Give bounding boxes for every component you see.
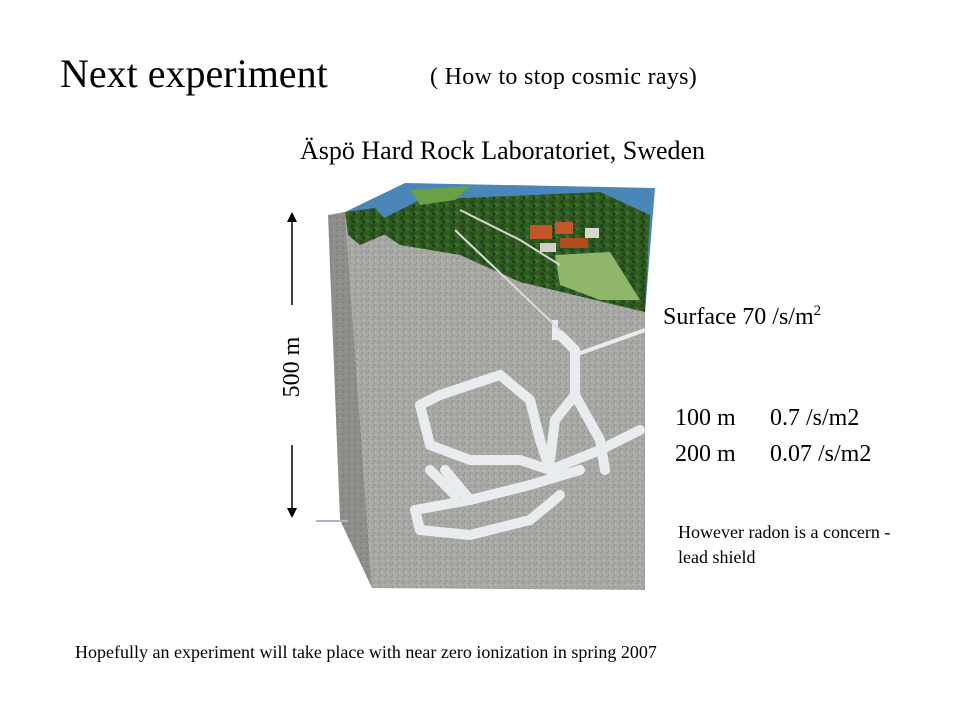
rate-row — [675, 439, 871, 469]
rate-row-value: 0.07 /s/m2 — [770, 441, 872, 467]
radon-note: However radon is a concern - lead shield — [678, 522, 891, 567]
slide-title: Next experiment — [60, 51, 328, 96]
depth-arrow-up-head — [287, 212, 297, 222]
rate-row-value: 0.7 /s/m2 — [770, 405, 860, 431]
footer-note: Hopefully an experiment will take place with near zero ionization in spring 2007 — [75, 642, 657, 662]
depth-label: 500 m — [279, 336, 305, 398]
slide-subtitle: ( How to stop cosmic rays) — [430, 64, 698, 90]
surface-rate-exponent: 2 — [813, 303, 822, 319]
site-name: Äspö Hard Rock Laboratoriet, Sweden — [300, 136, 706, 165]
rate-row — [675, 403, 859, 433]
surface-rate — [663, 296, 821, 332]
surface-rate-label: Surface 70 /s/m — [663, 304, 814, 330]
rate-row-depth: 100 m — [675, 405, 736, 431]
rate-row-depth: 200 m — [675, 441, 736, 467]
depth-arrow-down-head — [287, 508, 297, 518]
